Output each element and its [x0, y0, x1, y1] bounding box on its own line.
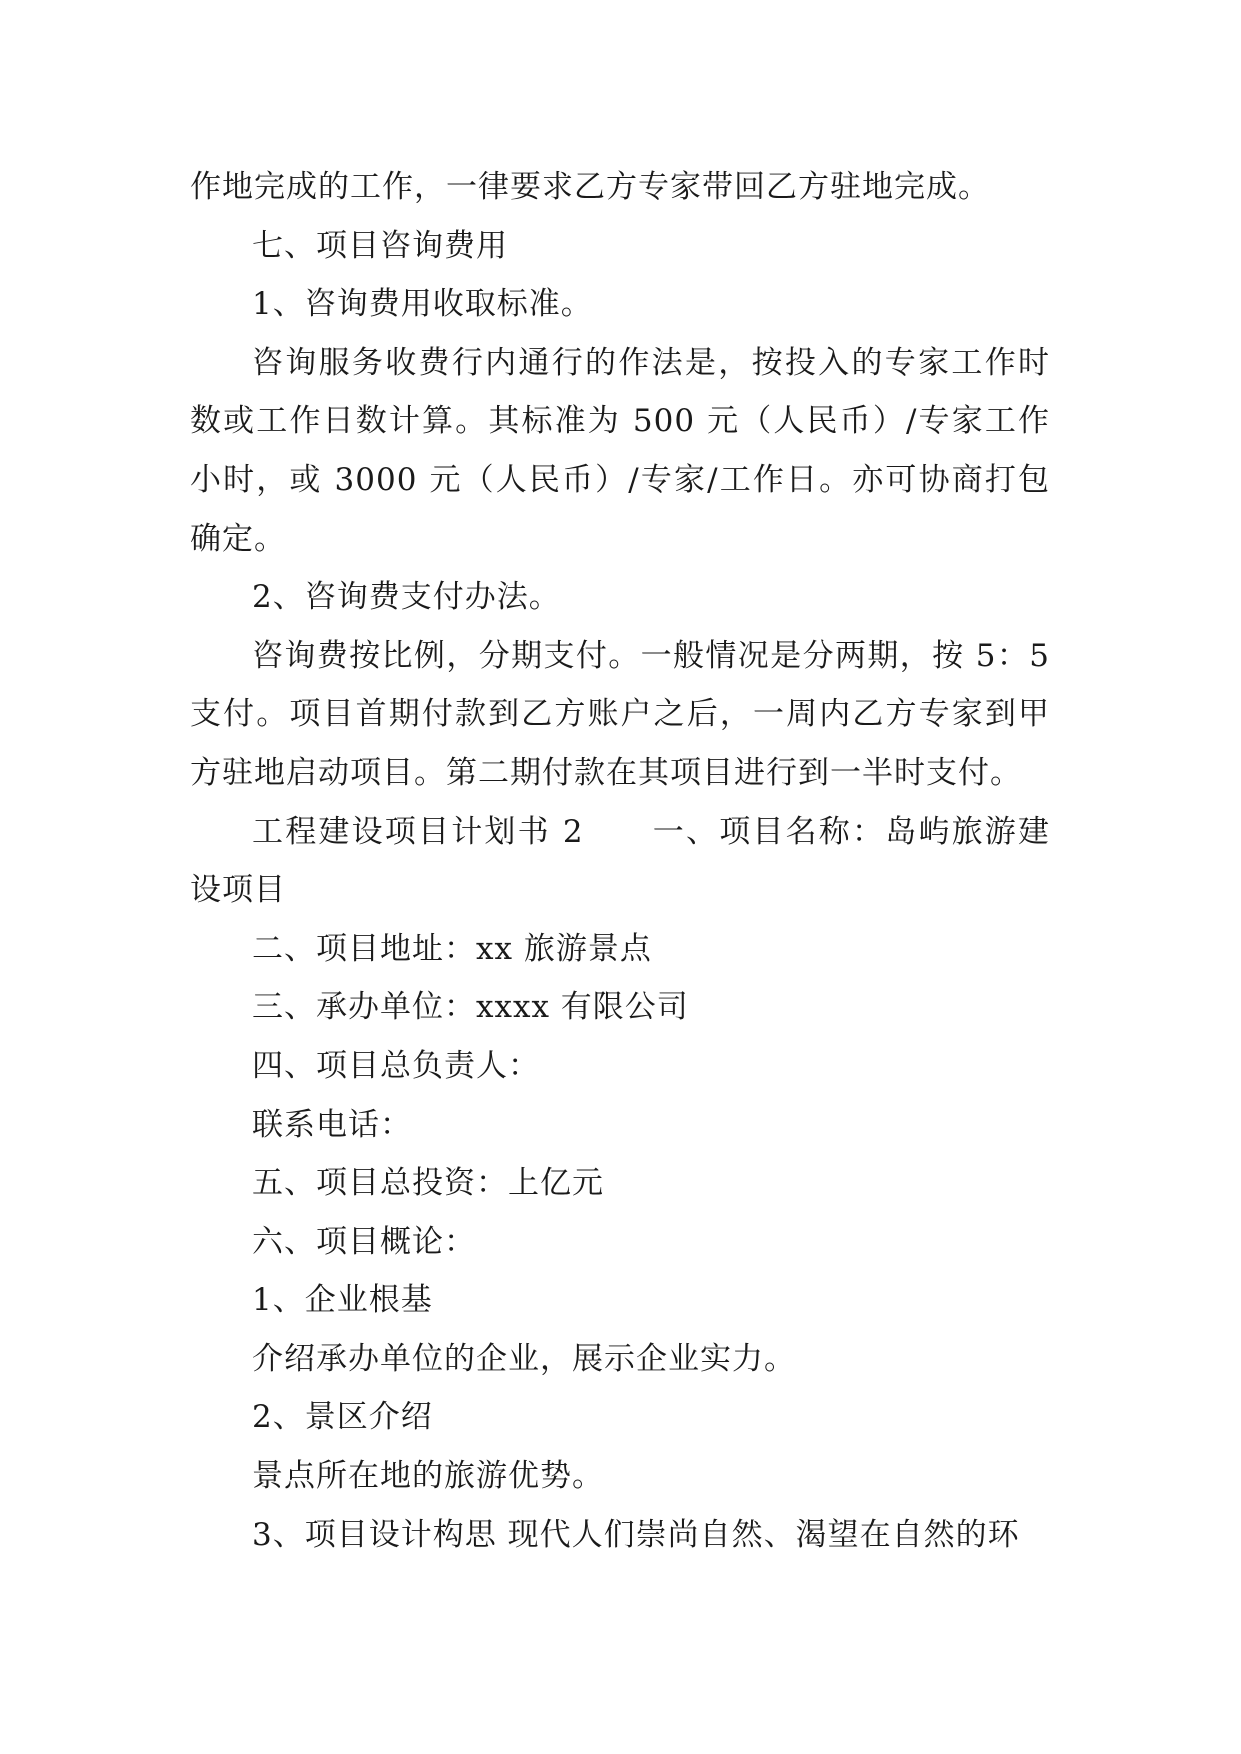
- subsection-heading: 2、景区介绍: [252, 1399, 433, 1436]
- paragraph: 作地完成的工作，一律要求乙方专家带回乙方驻地完成。: [190, 169, 990, 205]
- subsection-heading: 1、咨询费用收取标准。: [252, 286, 593, 323]
- document-body: [190, 158, 1050, 1564]
- paragraph: 景点所在地的旅游优势。: [252, 1458, 604, 1495]
- project-name: 一、项目名称：岛屿旅游建设项目: [190, 813, 1051, 909]
- organizer: 三、承办单位：xxxx 有限公司: [252, 989, 689, 1026]
- paragraph: 介绍承办单位的企业，展示企业实力。: [252, 1340, 796, 1377]
- contact-phone: 联系电话：: [252, 1106, 412, 1143]
- paragraph: 咨询服务收费行内通行的作法是，按投入的专家工作时数或工作日数计算。其标准为 500 元（人民币）/专家工作小时，或 3000 元（人民币）/专家/工作日。亦可协商打包确定。: [190, 344, 1050, 557]
- subsection-heading: 2、咨询费支付办法。: [252, 579, 561, 616]
- paragraph: 3、项目设计构思 现代人们崇尚自然、渴望在自然的环: [252, 1516, 1020, 1553]
- total-investment: 五、项目总投资：上亿元: [252, 1165, 604, 1202]
- document-title: 工程建设项目计划书 2: [252, 813, 584, 850]
- document-title-line: [190, 803, 1050, 920]
- paragraph: 咨询费按比例，分期支付。一般情况是分两期，按 5：5 支付。项目首期付款到乙方账户之后，一周内乙方专家到甲方驻地启动项目。第二期付款在其项目进行到一半时支付。: [190, 637, 1050, 791]
- section-heading: 七、项目咨询费用: [252, 227, 508, 264]
- subsection-heading: 1、企业根基: [252, 1282, 433, 1319]
- project-lead: 四、项目总负责人：: [252, 1047, 540, 1084]
- project-address: 二、项目地址：xx 旅游景点: [252, 930, 652, 967]
- section-heading: 六、项目概论：: [252, 1223, 476, 1260]
